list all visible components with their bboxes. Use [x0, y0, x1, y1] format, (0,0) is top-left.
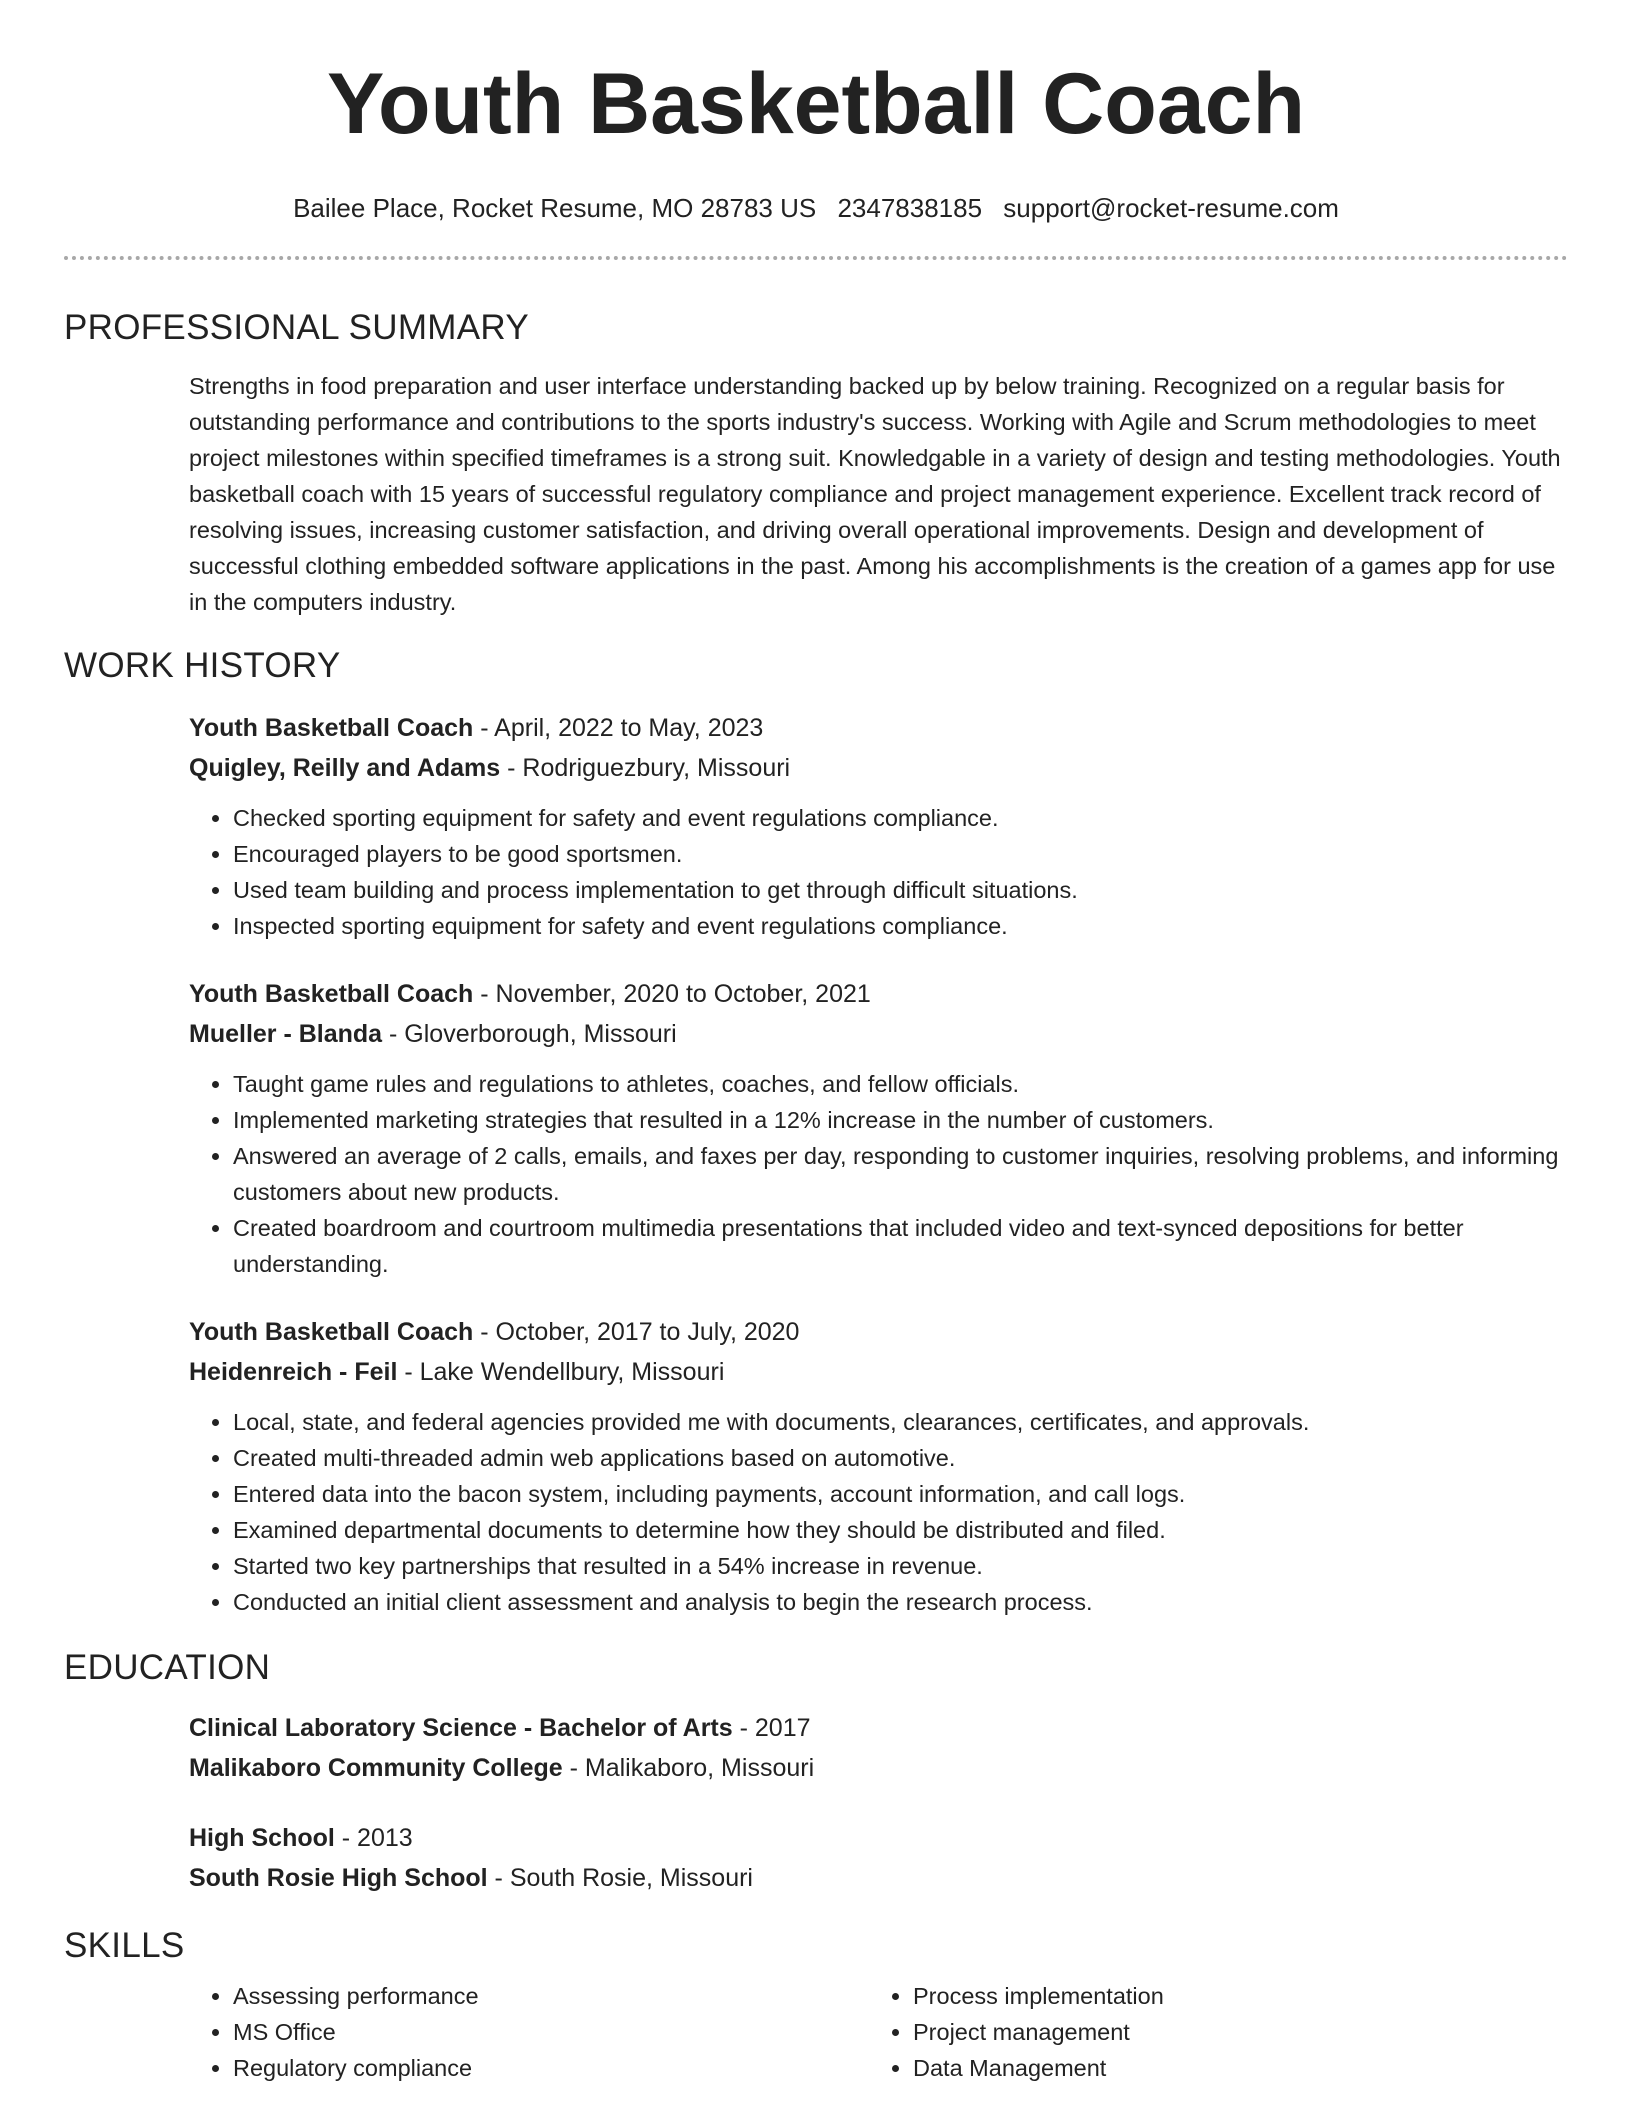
skill-item: • Data Management	[913, 2050, 1549, 2086]
contact-email: support@rocket-resume.com	[1003, 193, 1339, 223]
education-section	[0, 1708, 1632, 1898]
job-entry	[189, 1312, 1568, 1620]
job-bullet: • Conducted an initial client assessment and analysis to begin the research process.	[233, 1584, 1568, 1620]
education-location: - South Rosie, Missouri	[487, 1864, 753, 1892]
skill-item: • Project management	[913, 2014, 1549, 2050]
job-bullet: • Entered data into the bacon system, including payments, account information, and call logs.	[233, 1476, 1568, 1512]
education-school-line	[189, 1748, 1568, 1788]
skills-list-left	[189, 1978, 869, 2086]
summary-text: Strengths in food preparation and user interface understanding backed up by below training. Recognized on a regular basis for outstanding performance and contributions to the sports industry's success. Working with Agile and Scrum methodologies to meet project milestones within specified timeframes is a strong suit. Knowledgable in a variety of design and testing methodologies. Youth basketball coach with 15 years of successful regulatory compliance and project management experience. Excellent track record of resolving issues, increasing customer satisfaction, and driving overall operational improvements. Design and development of successful clothing embedded software applications in the past. Among his accomplishments is the creation of a games app for use in the computers industry.	[189, 373, 1561, 615]
job-dates: - October, 2017 to July, 2020	[473, 1318, 800, 1346]
job-location: - Rodriguezbury, Missouri	[500, 754, 791, 782]
job-bullets	[189, 1404, 1568, 1620]
education-entry	[189, 1708, 1568, 1788]
education-degree-line	[189, 1818, 1568, 1858]
job-title-line	[189, 974, 1568, 1014]
summary-section	[0, 368, 1632, 620]
education-year: - 2017	[732, 1714, 811, 1742]
skills-heading: SKILLS	[64, 1926, 185, 1965]
job-bullet: • Used team building and process implementation to get through difficult situations.	[233, 872, 1568, 908]
job-dates: - November, 2020 to October, 2021	[473, 980, 871, 1008]
skills-column-left	[189, 1978, 869, 2086]
skill-item: • MS Office	[233, 2014, 869, 2050]
education-location: - Malikaboro, Missouri	[562, 1754, 815, 1782]
education-degree: Clinical Laboratory Science - Bachelor of Arts	[189, 1714, 733, 1742]
work-history-heading: WORK HISTORY	[64, 646, 341, 685]
job-bullet: • Taught game rules and regulations to athletes, coaches, and fellow officials.	[233, 1066, 1568, 1102]
skill-item: • Assessing performance	[233, 1978, 869, 2014]
job-bullet: • Examined departmental documents to determine how they should be distributed and filed.	[233, 1512, 1568, 1548]
job-role: Youth Basketball Coach	[189, 980, 474, 1008]
job-bullet: • Created multi-threaded admin web applications based on automotive.	[233, 1440, 1568, 1476]
contact-address: Bailee Place, Rocket Resume, MO 28783 US	[293, 193, 817, 223]
job-bullet: • Checked sporting equipment for safety and event regulations compliance.	[233, 800, 1568, 836]
job-bullets	[189, 800, 1568, 944]
job-bullet: • Encouraged players to be good sportsmen.	[233, 836, 1568, 872]
resume-name: Youth Basketball Coach	[326, 56, 1306, 152]
job-bullet: • Local, state, and federal agencies provided me with documents, clearances, certificates, and approvals.	[233, 1404, 1568, 1440]
job-role: Youth Basketball Coach	[189, 1318, 474, 1346]
skills-section	[0, 1978, 1632, 2086]
education-school: Malikaboro Community College	[189, 1754, 563, 1782]
job-bullet: • Answered an average of 2 calls, emails, and faxes per day, responding to customer inquiries, resolving problems, and informing customers about new products.	[233, 1138, 1568, 1210]
job-company: Mueller - Blanda	[189, 1020, 383, 1048]
skill-item: • Regulatory compliance	[233, 2050, 869, 2086]
education-degree-line	[189, 1708, 1568, 1748]
job-company: Heidenreich - Feil	[189, 1358, 398, 1386]
job-bullet: • Inspected sporting equipment for safety and event regulations compliance.	[233, 908, 1568, 944]
skill-item: • Process implementation	[913, 1978, 1549, 2014]
education-heading: EDUCATION	[64, 1648, 271, 1687]
job-location: - Lake Wendellbury, Missouri	[397, 1358, 725, 1386]
work-history-section	[0, 708, 1632, 1620]
job-entry	[189, 974, 1568, 1282]
education-entry	[189, 1818, 1568, 1898]
education-school-line	[189, 1858, 1568, 1898]
education-degree: High School	[189, 1824, 335, 1852]
job-title-line	[189, 708, 1568, 748]
education-school: South Rosie High School	[189, 1864, 488, 1892]
job-company-line	[189, 1014, 1568, 1054]
skills-list-right	[869, 1978, 1549, 2086]
job-bullet: • Created boardroom and courtroom multimedia presentations that included video and text-synced depositions for better understanding.	[233, 1210, 1568, 1282]
job-title-line	[189, 1312, 1568, 1352]
header-divider	[64, 256, 1568, 260]
contact-line	[0, 192, 1632, 224]
job-company-line	[189, 1352, 1568, 1392]
job-bullet: • Implemented marketing strategies that resulted in a 12% increase in the number of customers.	[233, 1102, 1568, 1138]
skills-column-right	[869, 1978, 1549, 2086]
job-bullet: • Started two key partnerships that resulted in a 54% increase in revenue.	[233, 1548, 1568, 1584]
job-dates: - April, 2022 to May, 2023	[473, 714, 764, 742]
job-entry	[189, 708, 1568, 944]
summary-heading: PROFESSIONAL SUMMARY	[64, 308, 529, 347]
education-year: - 2013	[334, 1824, 413, 1852]
job-location: - Gloverborough, Missouri	[382, 1020, 677, 1048]
job-company: Quigley, Reilly and Adams	[189, 754, 501, 782]
contact-phone: 2347838185	[837, 193, 983, 223]
job-company-line	[189, 748, 1568, 788]
job-role: Youth Basketball Coach	[189, 714, 474, 742]
job-bullets	[189, 1066, 1568, 1282]
